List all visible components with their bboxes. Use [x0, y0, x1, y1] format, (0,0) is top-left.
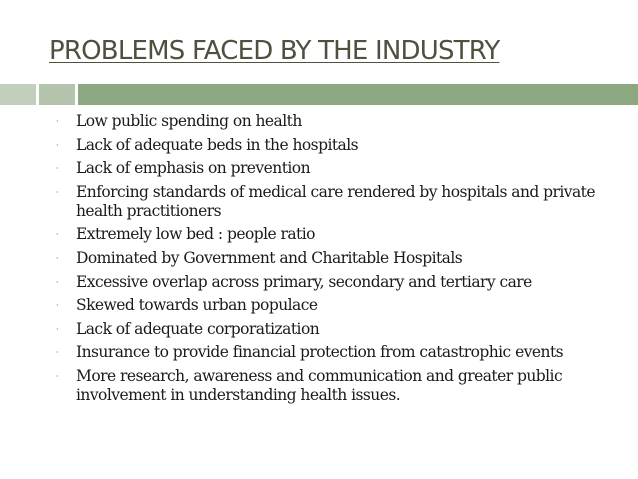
- bullet-icon: ⸱: [56, 230, 58, 241]
- bullet-icon: ⸱: [56, 301, 58, 312]
- bullet-icon: ⸱: [56, 117, 58, 127]
- title-accent-bar-light: [0, 84, 75, 105]
- list-item: [54, 367, 614, 405]
- list-item: [54, 296, 614, 315]
- accent-block-2: [39, 84, 75, 105]
- list-item-text: Lack of adequate beds in the hospitals: [76, 135, 359, 154]
- bullet-icon: ⸱: [56, 140, 58, 151]
- bullet-icon: ⸱: [56, 187, 58, 198]
- bullet-icon: ⸱: [56, 164, 58, 175]
- bullet-icon: ⸱: [56, 371, 58, 382]
- bullet-icon: ⸱: [56, 324, 58, 335]
- list-item: [54, 159, 614, 178]
- bullet-icon: ⸱: [56, 253, 58, 264]
- bullet-icon: ⸱: [56, 277, 58, 288]
- list-item-text: More research, awareness and communication and greater public involvement in understanding health issues.: [76, 366, 563, 404]
- list-item-text: Lack of adequate corporatization: [76, 319, 320, 338]
- list-item-text: Low public spending on health: [76, 112, 302, 130]
- slide-title: PROBLEMS FACED BY THE INDUSTRY: [49, 36, 500, 66]
- list-item-text: Insurance to provide financial protection from catastrophic events: [76, 343, 564, 362]
- list-item: [54, 183, 614, 221]
- list-item: [54, 225, 614, 244]
- list-item-text: Extremely low bed : people ratio: [76, 225, 315, 244]
- accent-block-1: [0, 84, 36, 105]
- list-item-text: Excessive overlap across primary, secondary and tertiary care: [76, 272, 532, 291]
- list-item-text: Lack of emphasis on prevention: [76, 159, 310, 178]
- bullet-icon: ⸱: [56, 348, 58, 359]
- list-item-text: Skewed towards urban populace: [76, 296, 318, 315]
- list-item: [54, 249, 614, 268]
- bullet-list: [54, 112, 614, 410]
- list-item-text: Enforcing standards of medical care rendered by hospitals and private health practitioners: [76, 182, 595, 220]
- list-item: [54, 136, 614, 155]
- list-item: [54, 112, 614, 131]
- list-item: [54, 273, 614, 292]
- list-item: [54, 343, 614, 362]
- title-accent-bar-main: [78, 84, 638, 105]
- list-item: [54, 320, 614, 339]
- list-item-text: Dominated by Government and Charitable Hospitals: [76, 248, 463, 267]
